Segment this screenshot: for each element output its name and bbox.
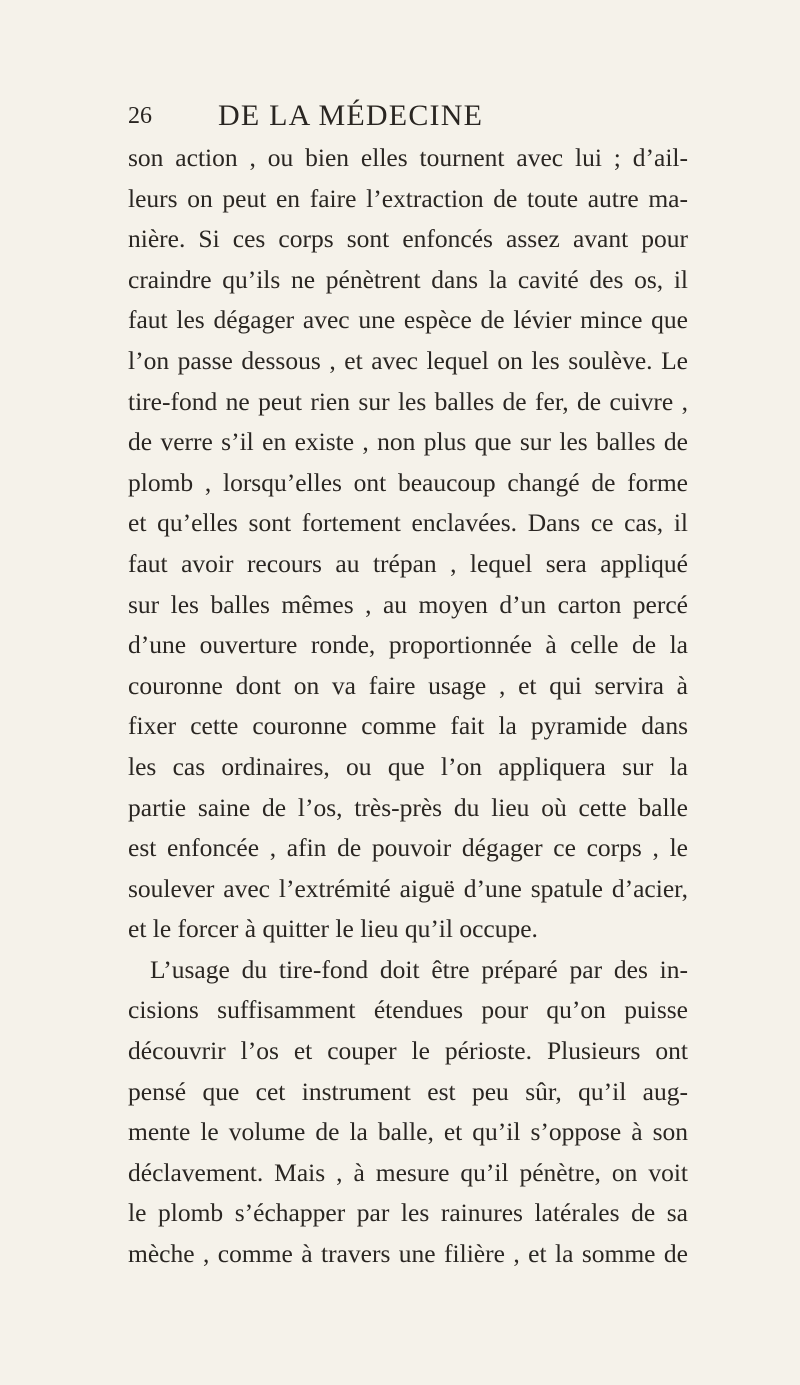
text-line: pensé que cet instrument est peu sûr, qu’il aug- [128,1076,688,1106]
text-line: les cas ordinaires, ou que l’on appliquera sur la [128,751,688,781]
text-line: faut les dégager avec une espèce de lévier mince que [128,305,688,335]
text-line: son action , ou bien elles tournent avec lui ; d’ail- [128,143,688,172]
page-number: 26 [128,103,152,129]
page-header [128,100,688,140]
paragraph-start-line: L’usage du tire-fond doit être préparé par des in- [150,954,688,984]
text-line: couronne dont on va faire usage , et qui servira à [128,670,688,700]
text-line: mèche , comme à travers une filière , et la somme de [128,1239,688,1269]
text-line: faut avoir recours au trépan , lequel sera appliqué [128,548,688,578]
text-line: partie saine de l’os, très-près du lieu où cette balle [128,792,688,822]
paragraph-end-line: et le forcer à quitter le lieu qu’il occupe. [128,914,538,944]
running-title: DE LA MÉDECINE [218,99,484,132]
text-line: craindre qu’ils ne pénètrent dans la cavité des os, il [128,264,688,294]
text-line: fixer cette couronne comme fait la pyramide dans [128,711,688,741]
text-line: nière. Si ces corps sont enfoncés assez avant pour [128,224,688,254]
text-line: et qu’elles sont fortement enclavées. Dans ce cas, il [128,508,688,538]
text-line: l’on passe dessous , et avec lequel on les soulève. Le [128,345,688,375]
text-line: leurs on peut en faire l’extraction de toute autre ma- [128,183,688,213]
text-line: d’une ouverture ronde, proportionnée à celle de la [128,630,688,660]
text-line: soulever avec l’extrémité aiguë d’une spatule d’acier, [128,873,688,903]
text-line: le plomb s’échapper par les rainures latérales de sa [128,1198,688,1228]
text-line: sur les balles mêmes , au moyen d’un carton percé [128,589,688,619]
text-line: découvrir l’os et couper le périoste. Plusieurs ont [128,1036,688,1066]
text-line: tire-fond ne peut rien sur les balles de fer, de cuivre , [128,386,688,416]
text-line: est enfoncée , afin de pouvoir dégager ce corps , le [128,833,688,863]
text-line: déclavement. Mais , à mesure qu’il pénètre, on voit [128,1157,688,1187]
text-line: plomb , lorsqu’elles ont beaucoup changé de forme [128,467,688,497]
text-line: de verre s’il en existe , non plus que sur les balles de [128,427,688,457]
text-line: cisions suffisamment étendues pour qu’on puisse [128,995,688,1025]
body-text [128,138,688,1275]
text-line: mente le volume de la balle, et qu’il s’oppose à son [128,1117,688,1147]
